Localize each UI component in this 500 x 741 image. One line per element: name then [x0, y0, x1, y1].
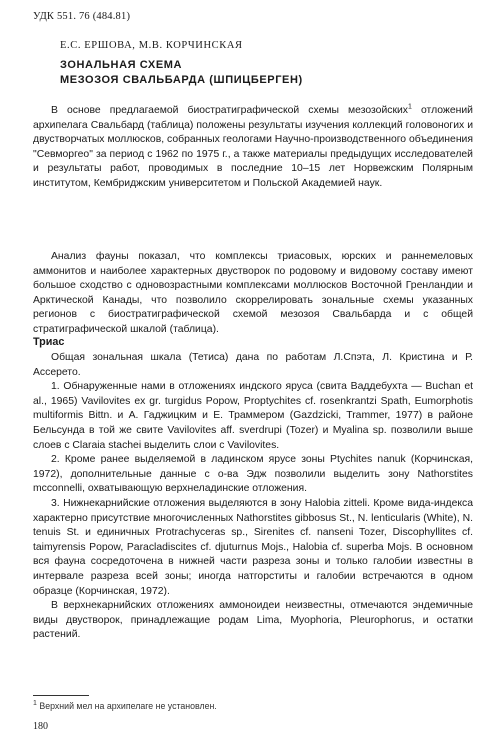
intro-paragraph-1: [33, 104, 473, 192]
footnote-mark: 1: [33, 700, 37, 708]
authors: Е.С. ЕРШОВА, М.В. КОРЧИНСКАЯ: [60, 40, 243, 51]
intro-paragraph-2: [33, 250, 473, 338]
trias-paragraph-1: 1. Обнаруженные нами в отложениях индского яруса (свита Ваддебухта — Buchan et al., 1965) Vavilovites ex gr. turgidus Popow, Proptychites cf. rosenkrantzi Spath, Eumorphotis multiformis Bittn. и А. Гаджицким и Е. Траммером (Gazdzicki, Trammer, 1977) в районе Бельсунда в той же свите Vavilovites aff. sverdrupi (Tozer) и Myalina sp. позволили выше слоев с Claraia stachei выделить слои с Vavilovites.: [33, 381, 473, 451]
trias-paragraph-intro: Общая зональная шкала (Тетиса) дана по работам Л.Спэта, Л. Кристина и Р. Ассерето.: [33, 352, 473, 378]
page-number: 180: [33, 721, 48, 732]
section-heading-trias: Триас: [33, 336, 65, 348]
trias-paragraph-4: В верхнекарнийских отложениях аммоноидеи неизвестны, отмечаются эндемичные виды двустворок, принадлежащие родам Lima, Myophoria, Pleurophorus, и остатки растений.: [33, 600, 473, 641]
footnote-reference: 1: [408, 103, 412, 111]
footnote-text: Верхний мел на архипелаге не установлен.: [36, 701, 217, 711]
title-line-1: ЗОНАЛЬНАЯ СХЕМА: [60, 59, 183, 71]
trias-paragraph-3: 3. Нижнекарнийские отложения выделяются в зону Halobia zitteli. Кроме вида-индекса характерно присутствие многочисленных Nathorstites gibbosus St., N. lenticularis (White), N. tenuis St. и единичных Protrachyceras sp., Sirenites cf. nanseni Tozer, Discophyllites cf. taimyrensis Popow, Paracladiscites cf. djuturnus Mojs., Halobia cf. superba Mojs. В основном вся фауна сосредоточена в нижней части разреза зоны и только галобии известны в интервале разреза всей зоны; иногда натгорститы и галобии встречаются в одном образце (Корчинская, 1972).: [33, 497, 473, 597]
paragraph: [33, 104, 473, 192]
trias-paragraph-2: 2. Кроме ранее выделяемой в ладинском ярусе зоны Ptychites nanuk (Корчинская, 1972), дополнительные данные с о-ва Эдж позволили выделить зону Nathorstites mcconnelli, охватывающую верхнеладинские отложения.: [33, 454, 473, 495]
footnote-divider: [33, 695, 89, 696]
footnote: [33, 701, 217, 711]
trias-section-body: [33, 351, 473, 643]
paragraph-text-after: отложений архипелага Свальбард (таблица) положены результаты изучения коллекций головоногих и двустворчатых моллюсков, собранных геологами Научно-производственного объединения "Севморгео" за период с 1962 по 1975 г., а также материалы предыдущих исследователей и результаты работ, проводимых в последние 10–15 лет Норвежским Полярным институтом, Кембриджским университетом и Польской Академией наук.: [33, 105, 473, 189]
article-title: [60, 58, 303, 88]
udc-code: УДК 551. 76 (484.81): [33, 11, 131, 22]
paragraph: Анализ фауны показал, что комплексы триасовых, юрских и раннемеловых аммонитов и наиболее характерных двустворок по родовому и видовому составу имеют большое сходство с одновозрастными комплексами моллюсков Восточной Гренландии и Арктической Канады, что позволило скоррелировать зональные схемы указанных регионов с биостратиграфической схемой мезозоя Свальбарда и с общей стратиграфической шкалой (таблица).: [33, 251, 473, 335]
paragraph-text-before: В основе предлагаемой биостратиграфической схемы мезозойских: [51, 105, 409, 116]
title-line-2: МЕЗОЗОЯ СВАЛЬБАРДА (ШПИЦБЕРГЕН): [60, 74, 303, 86]
